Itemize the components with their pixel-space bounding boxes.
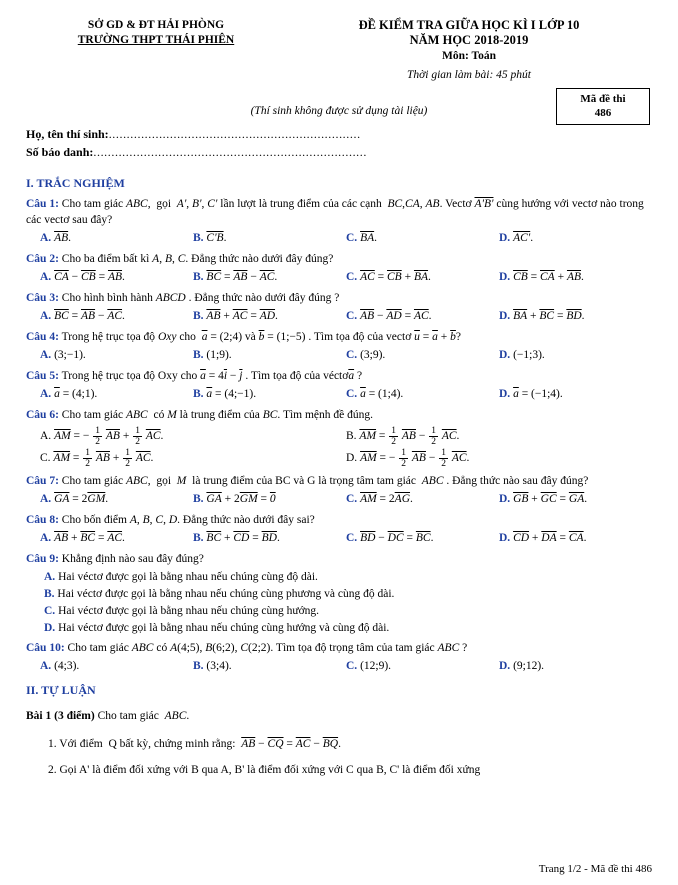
answer-letter: B. <box>193 310 204 322</box>
answer-option[interactable] <box>346 447 652 469</box>
answer-letter: D. <box>499 349 511 361</box>
answer-option[interactable] <box>499 230 652 247</box>
answer-letter: B. <box>346 430 357 442</box>
question-label: Câu 7: <box>26 475 59 487</box>
answer-option[interactable] <box>193 658 346 675</box>
exam-title: ĐỀ KIỂM TRA GIỮA HỌC KÌ I LỚP 10 <box>358 18 580 32</box>
exam-note: (Thí sinh không được sử dụng tài liệu) <box>250 105 428 117</box>
answer-option[interactable] <box>346 269 499 286</box>
question-7 <box>26 473 652 489</box>
question-text: Cho bốn điểm A, B, C, D. Đẳng thức nào dưới đây sai? <box>58 514 315 526</box>
answer-text: (−1;3). <box>513 349 545 361</box>
answer-letter: C. <box>346 310 358 322</box>
question-label: Câu 9: <box>26 553 59 565</box>
answer-text: $\overline{a}$ = (−1;4). <box>513 388 563 400</box>
answer-text: (3;9). <box>360 349 386 361</box>
answer-text: (9;12). <box>513 660 545 672</box>
answer-text: (12;9). <box>360 660 392 672</box>
answer-letter: D. <box>499 271 511 283</box>
answer-option[interactable] <box>40 530 193 547</box>
answer-text: $\overline{GA} = 2\overline{GM}$. <box>54 493 109 505</box>
answer-letter: D. <box>346 452 358 464</box>
answer-text: (3;−1). <box>54 349 86 361</box>
essay-item-1: 1. Với điểm Q bất kỳ, chứng minh rằng: $\overline{AB} - \overline{CQ} = \overline{AC} - \overline{BQ}$. <box>48 738 341 750</box>
answer-option[interactable] <box>40 425 346 447</box>
question-label: Câu 8: <box>26 514 59 526</box>
question-2 <box>26 251 652 267</box>
answer-letter: A. <box>44 571 56 583</box>
answer-text: $\overline{CA} - \overline{CB} = \overline{AB}$. <box>54 271 125 283</box>
answer-option[interactable] <box>346 308 499 325</box>
duration: Thời gian làm bài: 45 phút <box>406 69 532 81</box>
answer-option[interactable] <box>346 425 652 447</box>
question-label: Câu 3: <box>26 292 59 304</box>
answer-letter: B. <box>193 660 204 672</box>
candidate-name-label: Họ, tên thí sinh: <box>26 127 109 141</box>
answer-letter: C. <box>346 660 358 672</box>
answer-options-10 <box>40 658 652 675</box>
answer-option[interactable] <box>40 658 193 675</box>
answer-letter: A. <box>40 271 52 283</box>
answer-options-3 <box>40 308 652 325</box>
answer-text: AC'. <box>513 232 534 244</box>
answer-option[interactable] <box>193 530 346 547</box>
exam-code-label: Mã đề thi <box>580 93 626 105</box>
answer-text: (4;3). <box>54 660 80 672</box>
answer-text: $\overline{a}$ = (1;4). <box>360 388 404 400</box>
answer-text: $\overline{a}$ = (4;1). <box>54 388 98 400</box>
answer-options-2 <box>40 269 652 286</box>
answer-text: (1;9). <box>206 349 232 361</box>
answer-option[interactable] <box>499 491 652 508</box>
answer-option[interactable] <box>40 386 193 403</box>
candidate-id-field <box>26 145 652 160</box>
answer-option[interactable] <box>44 586 652 602</box>
answer-option[interactable] <box>40 347 193 364</box>
answer-letter: A. <box>40 310 52 322</box>
answer-text: $\overline{BD} - \overline{DC} = \overline{BC}$. <box>360 532 434 544</box>
answer-letter: B. <box>193 388 204 400</box>
question-text: Cho tam giác ABC có A(4;5), B(6;2), C(2;2). Tìm tọa độ trọng tâm của tam giác ABC ? <box>64 642 468 654</box>
answer-option[interactable] <box>40 447 346 469</box>
question-list <box>26 196 652 675</box>
answer-letter: A. <box>40 660 52 672</box>
document-header <box>0 0 678 83</box>
answer-letter: B. <box>193 271 204 283</box>
question-text: Cho tam giác ABC có M là trung điểm của BC. Tìm mệnh đề đúng. <box>58 409 374 421</box>
school-block <box>26 18 286 83</box>
question-9 <box>26 551 652 567</box>
section-title-essay: II. TỰ LUẬN <box>26 683 96 697</box>
essay-item-2: 2. Gọi A' là điểm đối xứng với B qua A, B' là điểm đối xứng với C qua B, C' là điểm đối xứng <box>48 764 481 776</box>
answer-letter: A. <box>40 388 52 400</box>
question-label: Câu 4: <box>26 331 59 343</box>
answer-text: Hai véctơ được gọi là bằng nhau nếu chúng cùng hướng. <box>58 605 320 617</box>
answer-text: Hai véctơ được gọi là bằng nhau nếu chúng cùng độ dài. <box>58 571 318 583</box>
answer-text: $\overline{BC} = \overline{AB} - \overline{AC}$. <box>206 271 278 283</box>
answer-options-7 <box>40 491 652 508</box>
answer-option[interactable] <box>499 308 652 325</box>
exam-code-box <box>556 88 650 125</box>
answer-option[interactable] <box>44 603 652 619</box>
answer-text: $\overline{CD} + \overline{DA} = \overline{CA}$. <box>513 532 587 544</box>
answer-option[interactable] <box>40 491 193 508</box>
answer-text: $\overline{BA} + \overline{BC} = \overline{BD}$. <box>513 310 585 322</box>
answer-text: $\overline{AB} + \overline{BC} = \overline{AC}$. <box>54 532 125 544</box>
question-text: Trong hệ trục tọa độ Oxy cho $\overline{a} = 4\overline{i} - \overline{j}$ . Tìm tọa độ của $véctơ\overline{a}$ ? <box>58 370 363 382</box>
answer-options-6 <box>40 425 652 469</box>
answer-letter: A. <box>40 232 52 244</box>
answer-text: $\overline{AM}$ = − $\frac{1}{2}$ $\overline{AB}$ − $\frac{1}{2}$ $\overline{AC}$. <box>360 447 470 469</box>
question-text: Cho ba điểm bất kì A, B, C. Đẳng thức nào dưới đây đúng? <box>58 253 334 265</box>
answer-letter: C. <box>346 532 358 544</box>
answer-text: C'B. <box>206 232 227 244</box>
answer-option[interactable] <box>40 230 193 247</box>
candidate-name-dots: ...................................................................... <box>108 127 361 141</box>
answer-option[interactable] <box>40 269 193 286</box>
answer-options-4 <box>40 347 652 364</box>
answer-letter: D. <box>499 493 511 505</box>
answer-text: $\overline{AB} + \overline{AC} = \overline{AD}$. <box>206 310 278 322</box>
answer-letter: A. <box>40 493 52 505</box>
question-label: Câu 1: <box>26 198 59 210</box>
answer-letter: C. <box>40 452 51 464</box>
answer-letter: B. <box>193 232 204 244</box>
answer-option[interactable] <box>193 308 346 325</box>
answer-text: $\overline{AM}$ = $\frac{1}{2}$ $\overline{AB}$ − $\frac{1}{2}$ $\overline{AC}$. <box>359 425 460 447</box>
answer-text: $\overline{GB} + \overline{GC} = \overline{GA}$. <box>513 493 588 505</box>
answer-letter: D. <box>499 660 511 672</box>
question-4 <box>26 329 652 345</box>
answer-option[interactable] <box>499 347 652 364</box>
answer-option[interactable] <box>193 230 346 247</box>
answer-option[interactable] <box>193 491 346 508</box>
answer-text: $\overline{BC} = \overline{AB} - \overline{AC}$. <box>54 310 125 322</box>
answer-letter: D. <box>44 622 56 634</box>
answer-option[interactable] <box>44 569 652 585</box>
answer-text: Hai véctơ được gọi là bằng nhau nếu chúng cùng hướng và cùng độ dài. <box>58 622 390 634</box>
answer-text: $\overline{AM}$ = $\frac{1}{2}$ $\overline{AB}$ + $\frac{1}{2}$ $\overline{AC}$. <box>53 447 154 469</box>
answer-options-8 <box>40 530 652 547</box>
answer-option[interactable] <box>346 530 499 547</box>
answer-option[interactable] <box>499 269 652 286</box>
answer-option[interactable] <box>193 386 346 403</box>
candidate-id-dots: ............................................................................ <box>93 145 367 159</box>
question-text: Cho hình bình hành ABCD . Đẳng thức nào dưới đây đúng ? <box>58 292 340 304</box>
candidate-fields <box>0 127 678 160</box>
candidate-name-field <box>26 127 652 142</box>
answer-options-5 <box>40 386 652 403</box>
answer-letter: B. <box>193 532 204 544</box>
answer-letter: A. <box>40 532 52 544</box>
answer-letter: A. <box>40 349 52 361</box>
section-title-multiple-choice: I. TRẮC NGHIỆM <box>26 176 125 190</box>
answer-option[interactable] <box>193 269 346 286</box>
question-text: Trong hệ trục tọa độ Oxy cho $\overline{a}$ = (2;4) và $\overline{b}$ = (1;−5) . Tìm tọa độ của vectơ $\overline{u} = \overline{a} + \overline{b}$? <box>58 331 462 343</box>
document-body <box>0 176 678 778</box>
question-label: Câu 2: <box>26 253 59 265</box>
question-5 <box>26 368 652 384</box>
question-1 <box>26 196 652 228</box>
question-label: Câu 6: <box>26 409 59 421</box>
answer-text: $\overline{AB} - \overline{AD} = \overline{AC}$. <box>360 310 432 322</box>
answer-option[interactable] <box>346 491 499 508</box>
department-name: SỞ GD & ĐT HẢI PHÒNG <box>87 19 225 31</box>
answer-option[interactable] <box>499 386 652 403</box>
school-year: NĂM HỌC 2018-2019 <box>409 33 529 47</box>
answer-option[interactable] <box>499 530 652 547</box>
question-text: Cho tam giác ABC, gọi A', B', C' lần lượt là trung điểm của các cạnh BC,CA, AB. Vectơ A'B' cùng hướng với vectơ nào trong các vectơ sau đây? <box>26 198 644 226</box>
question-8 <box>26 512 652 528</box>
essay-problem-1-label: Bài 1 (3 điểm) <box>26 710 95 722</box>
essay-problem-1-text: Cho tam giác ABC. <box>97 710 190 722</box>
answer-letter: B. <box>193 493 204 505</box>
answer-options-9 <box>44 569 652 636</box>
answer-options-1 <box>40 230 652 247</box>
answer-letter: D. <box>499 232 511 244</box>
question-text: Cho tam giác ABC, gọi M là trung điểm của BC và G là trọng tâm tam giác ABC . Đẳng thức nào sau đây đúng? <box>58 475 589 487</box>
answer-option[interactable] <box>346 386 499 403</box>
answer-text: (3;4). <box>206 660 232 672</box>
answer-text: $\overline{a}$ = (4;−1). <box>206 388 257 400</box>
answer-text: $\overline{BA}$. <box>360 232 377 244</box>
answer-text: $\overline{AM}$ = − $\frac{1}{2}$ $\overline{AB}$ + $\frac{1}{2}$ $\overline{AC}$. <box>54 425 164 447</box>
page-footer: Trang 1/2 - Mã đề thi 486 <box>538 863 652 875</box>
question-text: Khẳng định nào sau đây đúng? <box>58 553 204 565</box>
answer-option[interactable] <box>193 347 346 364</box>
answer-text: $\overline{AB}$. <box>54 232 71 244</box>
subject: Môn: Toán <box>441 50 496 62</box>
candidate-id-label: Số báo danh: <box>26 145 94 159</box>
answer-option[interactable] <box>346 347 499 364</box>
answer-letter: C. <box>44 605 56 617</box>
question-label: Câu 5: <box>26 370 59 382</box>
answer-option[interactable] <box>44 620 652 636</box>
essay-problem-1 <box>26 708 652 724</box>
answer-text: $\overline{BC} + \overline{CD} = \overline{BD}$. <box>206 532 280 544</box>
answer-option[interactable] <box>40 308 193 325</box>
answer-option[interactable] <box>346 658 499 675</box>
answer-letter: C. <box>346 388 358 400</box>
exam-code-value: 486 <box>594 107 612 119</box>
question-3 <box>26 290 652 306</box>
answer-letter: D. <box>499 310 511 322</box>
question-6 <box>26 407 652 423</box>
answer-letter: B. <box>44 588 55 600</box>
answer-text: $\overline{CB} = \overline{CA} + \overline{AB}$. <box>513 271 584 283</box>
answer-text: Hai véctơ được gọi là bằng nhau nếu chúng cùng phương và cùng độ dài. <box>57 588 395 600</box>
question-label: Câu 10: <box>26 642 65 654</box>
answer-text: $\overline{AC} = \overline{CB} + \overline{BA}$. <box>360 271 431 283</box>
answer-letter: C. <box>346 232 358 244</box>
answer-letter: A. <box>40 430 52 442</box>
answer-letter: D. <box>499 532 511 544</box>
answer-text: $\overline{GA} + 2\overline{GM} = 0$ <box>206 493 276 505</box>
answer-letter: B. <box>193 349 204 361</box>
school-name: TRƯỜNG THPT THÁI PHIÊN <box>77 34 235 46</box>
answer-text: $\overline{AM} = 2\overline{AG}$. <box>360 493 413 505</box>
answer-option[interactable] <box>346 230 499 247</box>
question-10 <box>26 640 652 656</box>
exam-info-block <box>286 18 652 83</box>
answer-letter: C. <box>346 271 358 283</box>
answer-letter: D. <box>499 388 511 400</box>
answer-option[interactable] <box>499 658 652 675</box>
answer-letter: C. <box>346 349 358 361</box>
answer-letter: C. <box>346 493 358 505</box>
